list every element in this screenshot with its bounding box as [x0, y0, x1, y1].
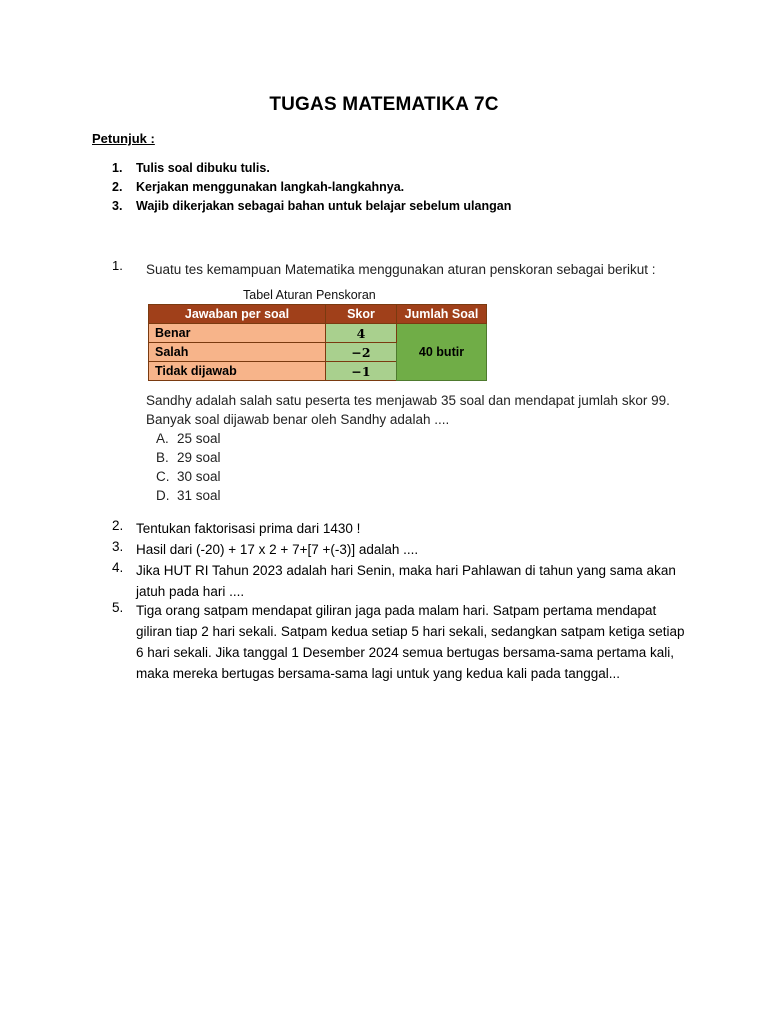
page-title: TUGAS MATEMATIKA 7C	[269, 94, 499, 115]
question-text-line: giliran tiap 2 hari sekali. Satpam kedua setiap 5 hari sekali, sedangkan satpam ketiga setiap	[136, 624, 685, 639]
question-number: 4.	[112, 560, 124, 575]
instruction-number: 1.	[112, 161, 123, 175]
question-1-number: 1.	[112, 258, 123, 273]
option-text: 31 soal	[177, 488, 221, 503]
answer-option	[156, 431, 221, 446]
question-text-line: 6 hari sekali. Jika tanggal 1 Desember 2024 semua bertugas bersama-sama pertama kali,	[136, 645, 675, 660]
instruction-number: 2.	[112, 180, 123, 194]
table-caption: Tabel Aturan Penskoran	[243, 288, 376, 302]
table-header-jawaban: Jawaban per soal	[149, 305, 326, 324]
question-number: 2.	[112, 518, 124, 533]
instruction-number: 3.	[112, 199, 123, 213]
question-1-body-line: Sandhy adalah salah satu peserta tes menjawab 35 soal dan mendapat jumlah skor 99.	[146, 393, 670, 408]
question-text-line: maka mereka bertugas bersama-sama lagi untuk yang kedua kali pada tanggal...	[136, 666, 621, 681]
row-label: Benar	[149, 324, 326, 343]
table-header-skor: Skor	[326, 305, 397, 324]
question-1-body-line: Banyak soal dijawab benar oleh Sandhy adalah ....	[146, 412, 450, 427]
instruction-text: Kerjakan menggunakan langkah-langkahnya.	[136, 180, 405, 194]
question-1-intro: Suatu tes kemampuan Matematika menggunakan aturan penskoran sebagai berikut :	[146, 262, 656, 277]
table-header-row	[149, 305, 487, 324]
row-label: Tidak dijawab	[149, 362, 326, 381]
instruction-item	[92, 180, 404, 194]
option-text: 29 soal	[177, 450, 221, 465]
instruction-text: Wajib dikerjakan sebagai bahan untuk belajar sebelum ulangan	[136, 199, 512, 213]
instruction-item	[92, 199, 511, 213]
question-text-line: Jika HUT RI Tahun 2023 adalah hari Senin, maka hari Pahlawan di tahun yang sama akan	[136, 563, 676, 578]
jumlah-soal-cell: 40 butir	[397, 324, 487, 381]
row-score: 4	[326, 324, 397, 343]
instruction-item	[92, 161, 270, 175]
answer-option	[156, 469, 221, 484]
question-text-line: Tentukan faktorisasi prima dari 1430 !	[136, 521, 361, 536]
row-score: −1	[326, 362, 397, 381]
answer-option	[156, 450, 221, 465]
option-text: 25 soal	[177, 431, 221, 446]
option-letter: C.	[156, 469, 170, 484]
answer-option	[156, 488, 221, 503]
question-number: 5.	[112, 600, 124, 615]
option-letter: A.	[156, 431, 169, 446]
option-letter: D.	[156, 488, 170, 503]
table-header-jumlah: Jumlah Soal	[397, 305, 487, 324]
question-number: 3.	[112, 539, 124, 554]
question-text-line: Hasil dari (-20) + 17 x 2 + 7+[7 +(-3)] adalah ....	[136, 542, 419, 557]
instruction-text: Tulis soal dibuku tulis.	[136, 161, 270, 175]
question-text-line: Tiga orang satpam mendapat giliran jaga pada malam hari. Satpam pertama mendapat	[136, 603, 657, 618]
option-letter: B.	[156, 450, 169, 465]
table-row	[149, 324, 487, 343]
row-score: −2	[326, 343, 397, 362]
row-label: Salah	[149, 343, 326, 362]
petunjuk-heading: Petunjuk :	[92, 131, 155, 146]
question-text-line: jatuh pada hari ....	[136, 584, 245, 599]
option-text: 30 soal	[177, 469, 221, 484]
scoring-table	[148, 304, 487, 381]
